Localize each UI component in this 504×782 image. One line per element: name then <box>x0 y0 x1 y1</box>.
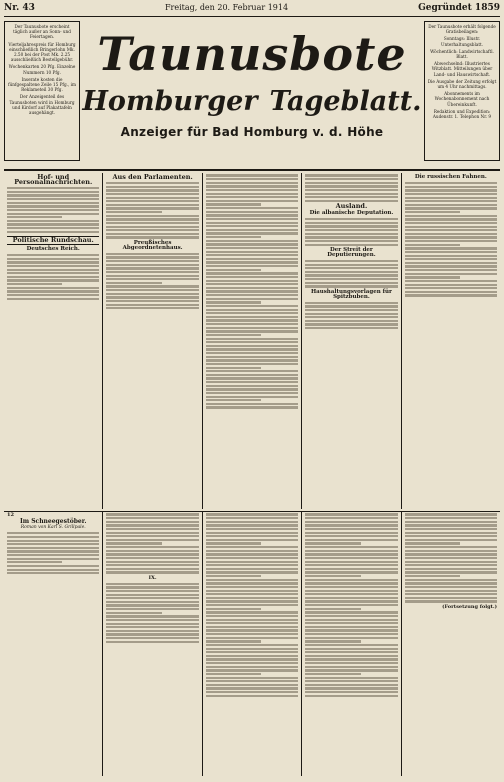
issue-number: Nr. 43 <box>4 3 35 13</box>
text-block <box>206 174 298 408</box>
subscription-info-box <box>4 21 80 161</box>
story-column-1 <box>4 512 103 776</box>
story-column-2 <box>103 512 202 776</box>
prussian-house-heading: Preußisches Abgeordnetenhaus. <box>122 239 183 251</box>
albanian-deputation-heading: Die albanische Deputation. <box>309 210 394 217</box>
column-1 <box>4 173 103 509</box>
text-block <box>305 513 397 696</box>
text-block <box>305 260 397 288</box>
russian-flags-heading: Die russischen Fahnen. <box>414 174 487 180</box>
text-block <box>305 218 397 246</box>
story-title: Im Schneegestöber. <box>19 518 87 526</box>
supp-intro: Der Taunusbote erhält folgende Gratisbeilagen: <box>428 24 496 35</box>
top-line <box>4 3 500 17</box>
issue-date: Freitag, den 20. Februar 1914 <box>164 3 289 12</box>
info-weekly: Wochenkarten 20 Pfg. Einzelne Nummern 10 Pfg. <box>8 64 76 75</box>
politics-heading: Politische Rundschau. <box>7 236 99 245</box>
info-ads: Inserate kosten die fünfgespaltene Zeile 15 Pfg., im Reklameteil 30 Pfg. <box>8 76 76 93</box>
subtitle-right: Tageblatt. <box>269 86 422 117</box>
subtitle-left: Homburger <box>82 86 258 117</box>
story-number: 12 <box>7 512 14 518</box>
text-block <box>106 513 198 573</box>
info-price: Vierteljahrespreis für Homburg einschließlich Bringerlohn Mk. 2.50 bei der Post Mk. 2.25 ausschließlich Bestellgebühr. <box>8 41 76 63</box>
text-block <box>405 513 497 602</box>
court-news-heading: Hof- und Personalnachrichten. <box>14 173 93 187</box>
founded-note: Gegründet 1859 <box>418 3 500 13</box>
supp-office: Redaktion und Expedition: Audenstr. 1. Telephon Nr. 9 <box>432 108 492 120</box>
germany-heading: Deutsches Reich. <box>26 245 80 252</box>
dispute-heading: Der Streit der Deputierungen. <box>327 246 376 258</box>
newspaper-subtitle <box>82 85 422 119</box>
column-3 <box>203 173 302 509</box>
supp-sunday: Sonntags: Illustr. Unterhaltungsblatt. <box>440 36 484 47</box>
story-column-5 <box>402 512 500 776</box>
story-column-3 <box>203 512 302 776</box>
supp-weekly: Wöchentlich: Landwirtschaftl. Blatt. <box>430 48 494 60</box>
text-block <box>106 583 198 643</box>
masthead <box>4 17 500 171</box>
column-5 <box>402 173 500 509</box>
supp-subscription: Abonnements im Wochenabonnement nach Übereinkunft. <box>434 91 490 107</box>
supplements-info-box <box>424 21 500 161</box>
column-4 <box>302 173 401 509</box>
upper-columns <box>4 173 500 509</box>
text-block <box>7 187 99 233</box>
info-posting: Der Anzeigenteil des Taunusboten wird in Homburg und Kirdorf auf Plakattafeln ausgehängt. <box>9 94 75 116</box>
text-block <box>7 532 99 574</box>
chapter-number: IX. <box>148 574 157 581</box>
story-author: Roman von Karl S. Grillpale. <box>20 525 86 531</box>
supp-alternating: Abwechselnd: Illustriertes Witzblatt. Mitteilungen über Land- und Hauswirtschaft. <box>431 61 493 77</box>
story-column-4 <box>302 512 401 776</box>
text-block <box>106 253 198 310</box>
title-area <box>82 17 422 139</box>
text-block <box>305 174 397 202</box>
parliament-heading: Aus den Parlamenten. <box>112 173 193 181</box>
text-block <box>7 254 99 300</box>
feuilleton-columns <box>4 511 500 776</box>
text-block <box>106 182 198 239</box>
abroad-heading: Ausland. <box>335 202 368 210</box>
newspaper-tagline: Anzeiger für Bad Homburg v. d. Höhe <box>120 125 384 139</box>
info-publication: Der Taunusbote erscheint täglich außer an Sonn- und Feiertagen. <box>13 24 71 40</box>
column-2 <box>103 173 202 509</box>
supp-delivery: Die Ausgabe der Zeitung erfolgt um 4 Uhr nachmittags. <box>427 78 497 90</box>
household-bills-heading: Haushaltungsvorlagen für Spitzbuben. <box>310 288 392 300</box>
continued-note: (Fortsetzung folgt.) <box>442 603 498 610</box>
newspaper-title: Taunusbote <box>97 27 407 81</box>
text-block <box>305 302 397 330</box>
text-block <box>405 182 497 297</box>
text-block <box>206 513 298 696</box>
